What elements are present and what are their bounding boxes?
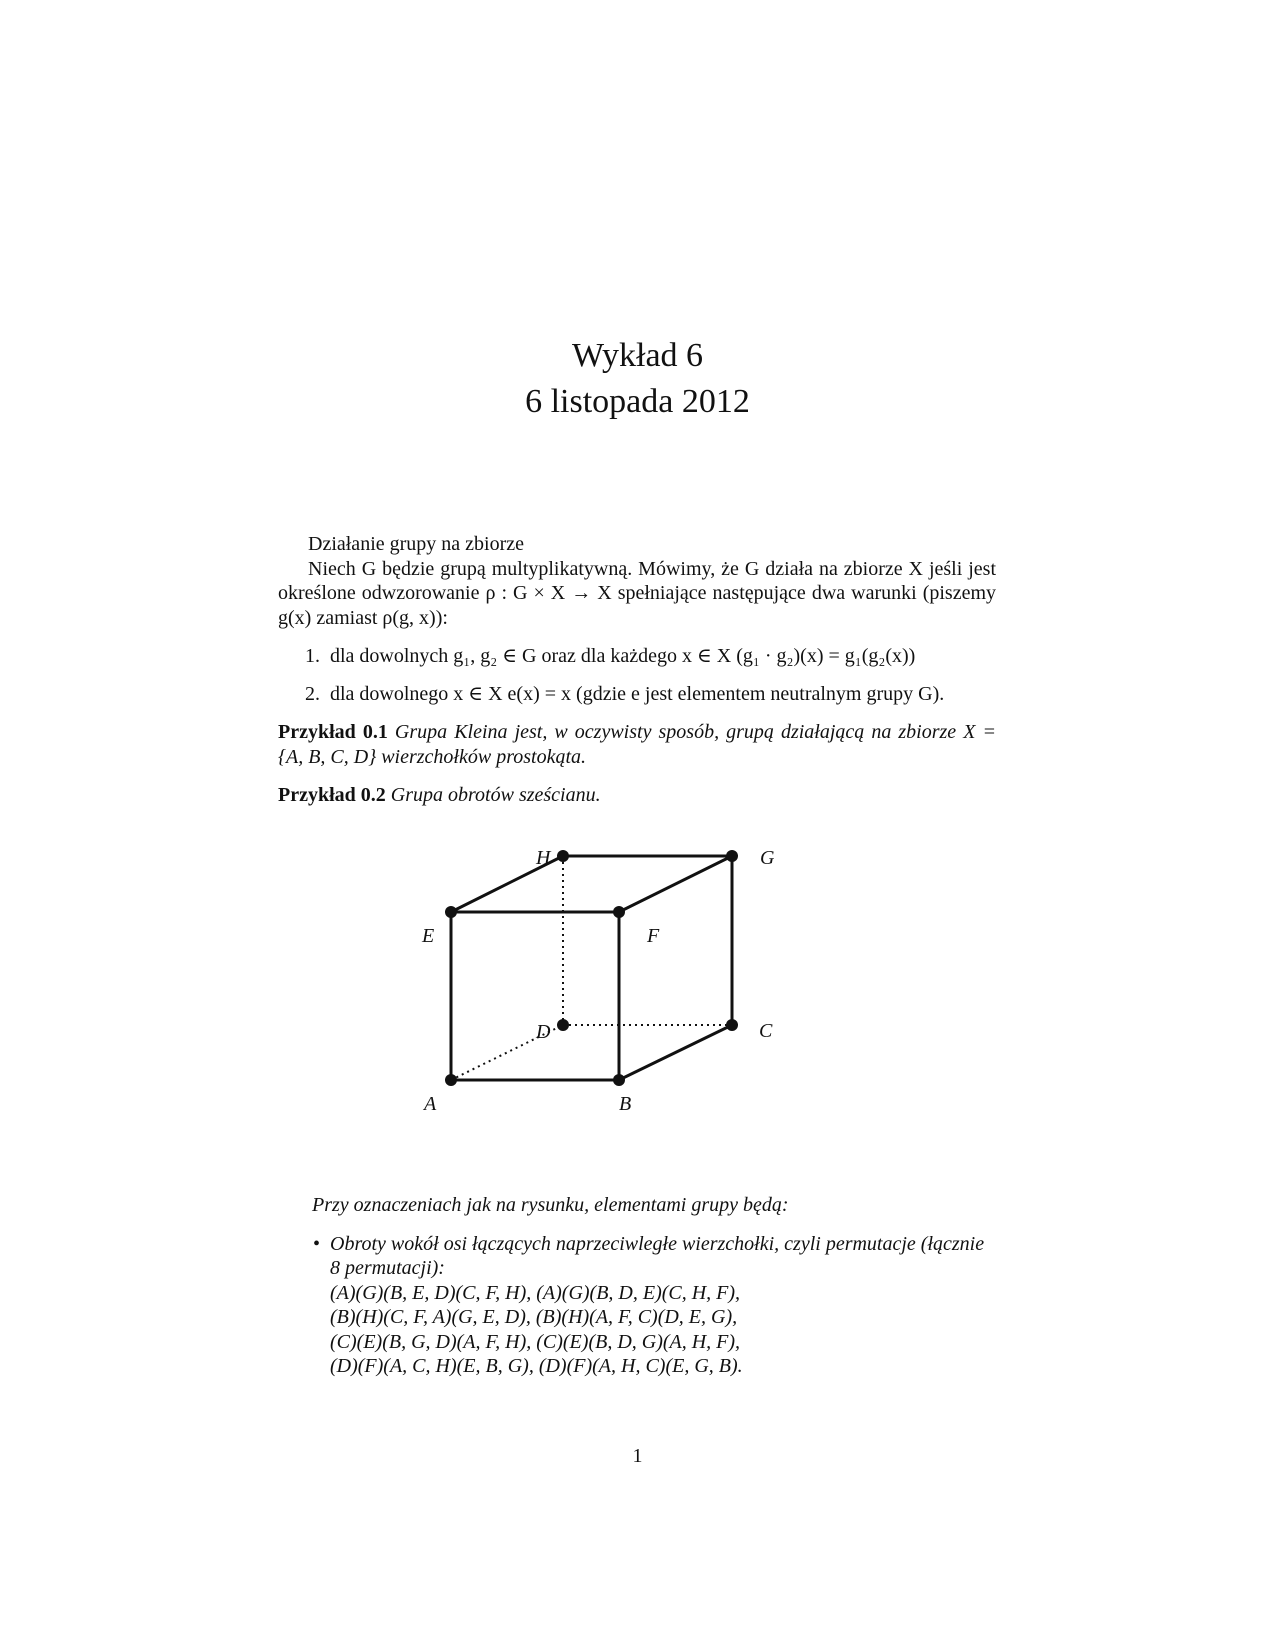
permutation-line: (A)(G)(B, E, D)(C, F, H), (A)(G)(B, D, E)(C, H, F), [330,1281,741,1304]
definition-paragraph: Niech G będzie grupą multyplikatywną. Mówimy, że G działa na zbiorze X jeśli jest określone odwzorowanie ρ : G × X → X spełniające następujące dwa warunki (piszemy g(x) zamiast ρ(g, x)): [278,557,996,629]
label-D: D [536,1021,551,1043]
cube-vertices [445,850,738,1086]
bullet-text: Obroty wokół osi łączących naprzeciwległe wierzchołki, czyli permutacje (łącznie 8 permutacji): [330,1232,985,1279]
example-label: Przykład 0.2 [278,784,386,806]
vertex-A [445,1074,457,1086]
condition-text: dla dowolnego x ∈ X e(x) = x (gdzie e jest elementem neutralnym grupy G). [330,682,945,705]
vertex-F [613,906,625,918]
after-figure-section [278,1193,996,1379]
cube-figure [420,847,840,1170]
label-E: E [422,925,435,947]
example-1 [278,720,996,769]
example-label: Przykład 0.1 [278,721,388,743]
permutation-line: (D)(F)(A, C, H)(E, B, G), (D)(F)(A, H, C)(E, G, B). [330,1355,743,1377]
label-C: C [759,1020,773,1042]
example-2 [278,783,996,808]
vertex-C [726,1019,738,1031]
vertex-B [613,1074,625,1086]
permutation-line: (B)(H)(C, F, A)(G, E, D), (B)(H)(A, F, C)(D, E, G), [330,1306,738,1328]
example-text: Grupa Kleina jest, w oczywisty sposób, grupą działającą na zbiorze X = {A, B, C, D} wierzchołków prostokąta. [278,721,997,768]
title-block [0,333,1275,425]
label-G: G [760,847,775,869]
lecture-title: Wykład 6 [571,337,704,374]
vertex-G [726,850,738,862]
vertex-E [445,906,457,918]
label-B: B [619,1093,632,1115]
example-text: Grupa obrotów sześcianu. [390,784,601,806]
section-heading: Działanie grupy na zbiorze [308,533,525,555]
condition-item [278,682,996,707]
page-number: 1 [632,1445,643,1467]
edge-B-C [619,1025,732,1080]
permutation-line: (C)(E)(B, G, D)(A, F, H), (C)(E)(B, D, G)(A, H, F), [330,1330,741,1353]
conditions-list [278,644,996,706]
vertex-D [557,1019,569,1031]
lecture-date: 6 listopada 2012 [525,383,750,420]
figure-caption-text: Przy oznaczeniach jak na rysunku, elementami grupy będą: [312,1194,789,1216]
cube-diagram [420,847,840,1170]
bullet-icon: • [312,1232,320,1255]
cube-solid-edges [451,856,732,1080]
label-H: H [536,847,551,869]
label-F: F [647,925,660,947]
vertex-H [557,850,569,862]
bullet-item [278,1232,996,1379]
condition-text: dla dowolnych g₁, g₂ ∈ G oraz dla każdego x ∈ X (g₁ · g₂)(x) = g₁(g₂(x)) [330,645,916,667]
condition-item [278,644,996,669]
label-A: A [424,1093,437,1115]
page-body [278,532,996,808]
bullet-content [330,1232,996,1379]
condition-number: 1. [305,645,320,667]
condition-number: 2. [305,682,320,705]
edge-F-G [619,856,732,912]
